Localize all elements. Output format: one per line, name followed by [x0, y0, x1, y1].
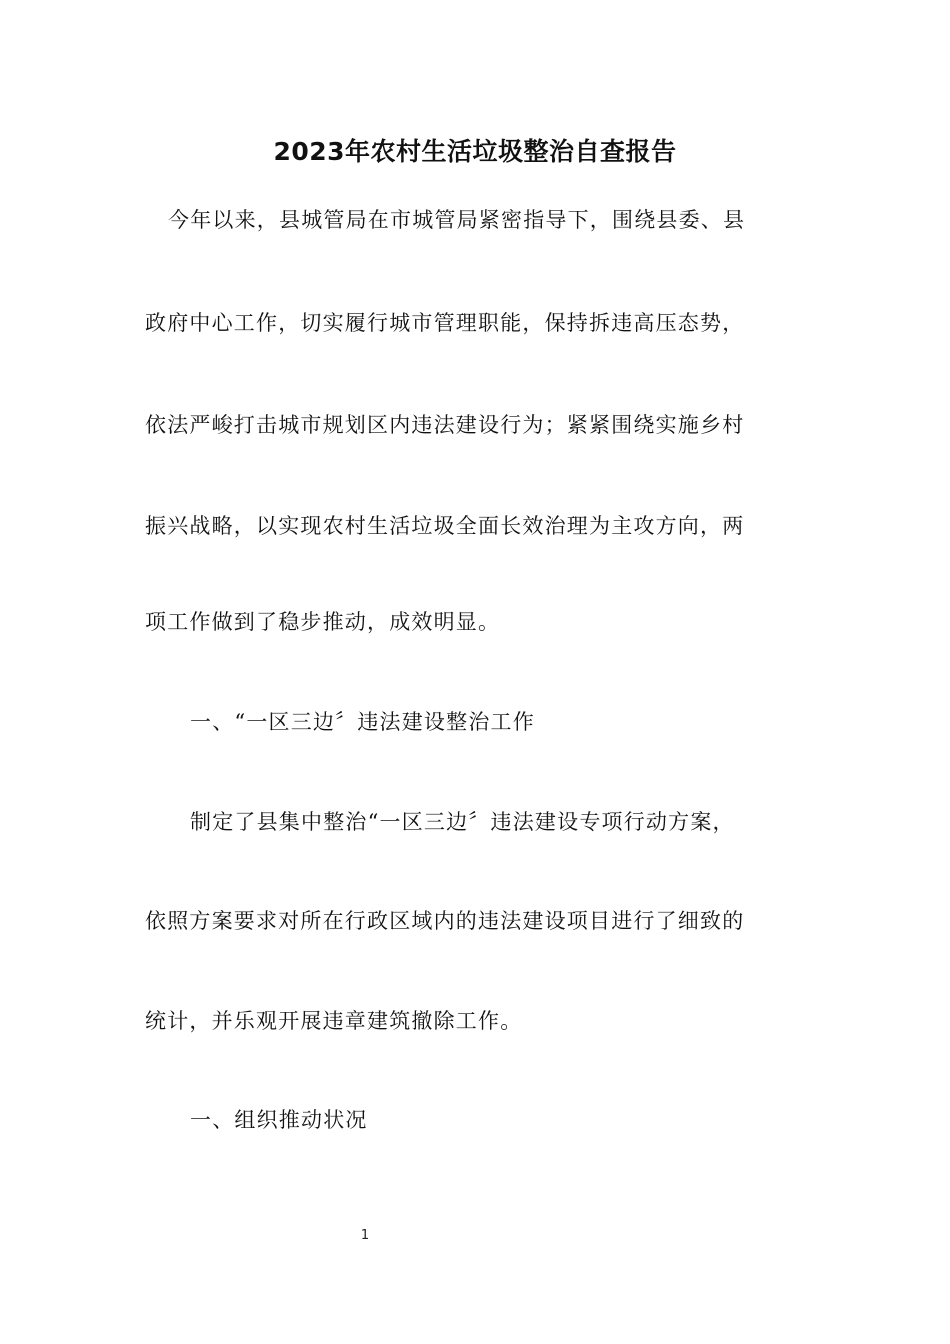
paragraph-line: 统计，并乐观开展违章建筑撤除工作。 [145, 1009, 523, 1033]
paragraph-line: 依照方案要求对所在行政区域内的违法建设项目进行了细致的 [145, 909, 745, 933]
page-number: 1 [360, 1228, 370, 1243]
paragraph-line: 依法严峻打击城市规划区内违法建设行为；紧紧围绕实施乡村 [145, 413, 745, 437]
paragraph-line: 振兴战略，以实现农村生活垃圾全面长效治理为主攻方向，两 [145, 514, 745, 538]
subsection-heading: 一、组织推动状况 [190, 1108, 368, 1132]
paragraph-line: 今年以来，县城管局在市城管局紧密指导下，围绕县委、县 [168, 208, 746, 232]
paragraph-line: 制定了县集中整治“一区三边〞违法建设专项行动方案， [190, 810, 735, 834]
section-heading: 一、“一区三边〞违法建设整治工作 [190, 710, 535, 734]
paragraph-line: 项工作做到了稳步推动，成效明显。 [145, 610, 501, 634]
document-title: 2023年农村生活垃圾整治自查报告 [273, 137, 677, 166]
paragraph-line: 政府中心工作，切实履行城市管理职能，保持拆违高压态势， [145, 311, 745, 335]
